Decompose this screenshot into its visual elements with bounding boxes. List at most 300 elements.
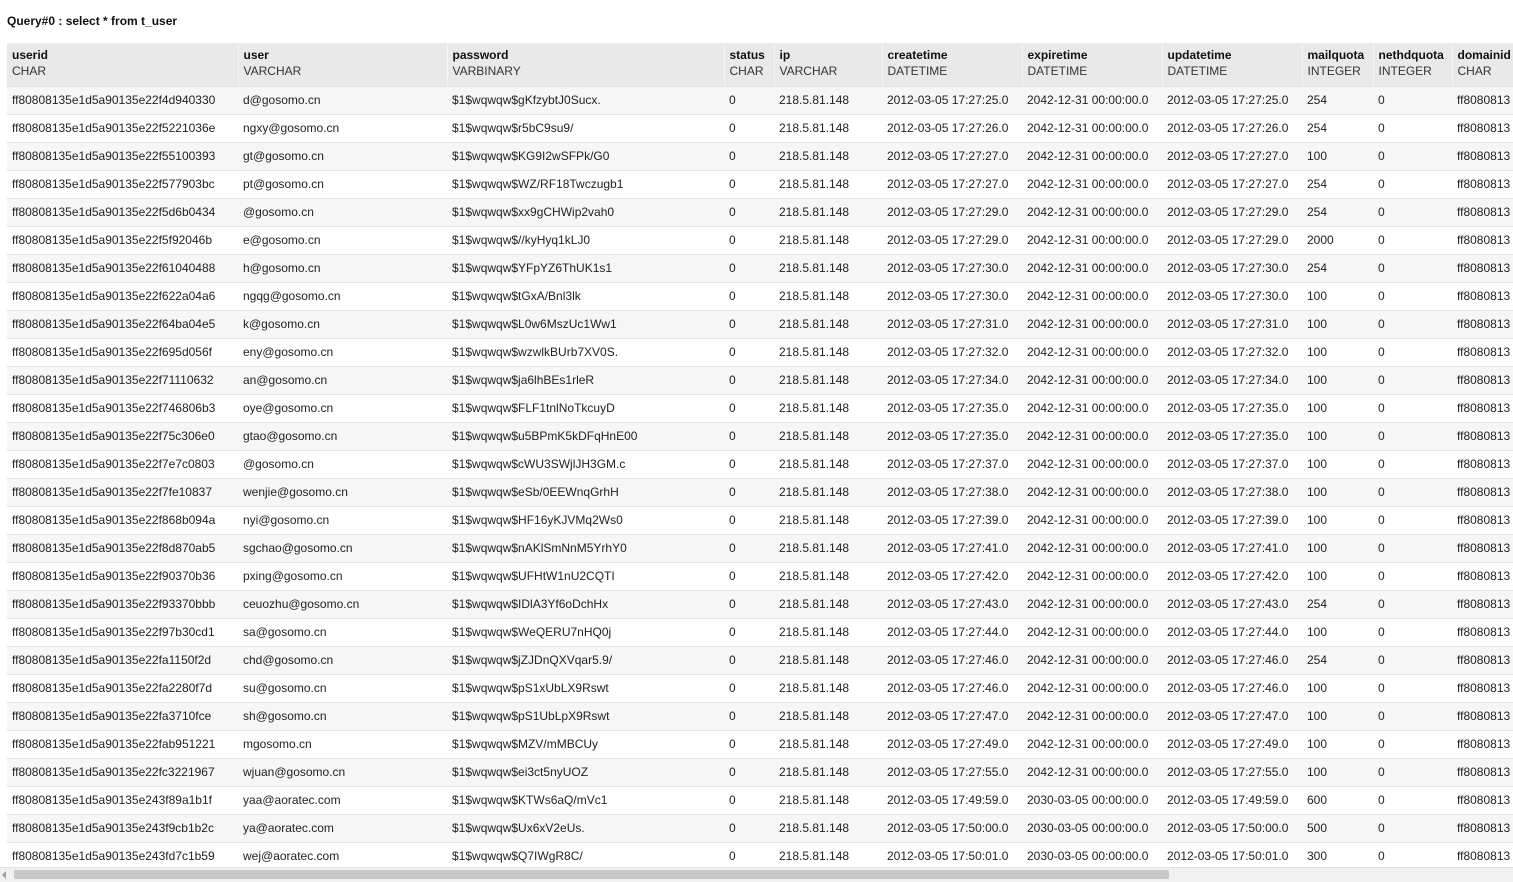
cell-nethdquota[interactable]: 0 (1373, 394, 1452, 422)
cell-password[interactable]: $1$wqwqw$L0w6MszUc1Ww1 (447, 310, 724, 338)
cell-password[interactable]: $1$wqwqw$tGxA/Bnl3lk (447, 282, 724, 310)
cell-status[interactable]: 0 (724, 562, 774, 590)
cell-userid[interactable]: ff80808135e1d5a90135e22f577903bc (7, 170, 238, 198)
cell-createtime[interactable]: 2012-03-05 17:27:26.0 (882, 114, 1022, 142)
cell-updatetime[interactable]: 2012-03-05 17:27:44.0 (1162, 618, 1302, 646)
result-grid[interactable] (7, 43, 1513, 865)
cell-userid[interactable]: ff80808135e1d5a90135e22fc3221967 (7, 758, 238, 786)
cell-expiretime[interactable]: 2042-12-31 00:00:00.0 (1022, 562, 1162, 590)
cell-userid[interactable]: ff80808135e1d5a90135e22f64ba04e5 (7, 310, 238, 338)
cell-mailquota[interactable]: 100 (1302, 618, 1373, 646)
cell-createtime[interactable]: 2012-03-05 17:27:46.0 (882, 674, 1022, 702)
cell-expiretime[interactable]: 2042-12-31 00:00:00.0 (1022, 114, 1162, 142)
cell-user[interactable]: oye@gosomo.cn (238, 394, 447, 422)
cell-domainid[interactable]: ff8080813 (1452, 674, 1513, 702)
cell-expiretime[interactable]: 2030-03-05 00:00:00.0 (1022, 786, 1162, 814)
cell-mailquota[interactable]: 254 (1302, 590, 1373, 618)
cell-createtime[interactable]: 2012-03-05 17:27:41.0 (882, 534, 1022, 562)
cell-createtime[interactable]: 2012-03-05 17:27:25.0 (882, 86, 1022, 114)
cell-createtime[interactable]: 2012-03-05 17:27:32.0 (882, 338, 1022, 366)
cell-mailquota[interactable]: 100 (1302, 338, 1373, 366)
cell-ip[interactable]: 218.5.81.148 (774, 590, 882, 618)
column-header-ip[interactable] (774, 43, 882, 86)
cell-createtime[interactable]: 2012-03-05 17:27:42.0 (882, 562, 1022, 590)
cell-domainid[interactable]: ff8080813 (1452, 338, 1513, 366)
cell-user[interactable]: wjuan@gosomo.cn (238, 758, 447, 786)
cell-nethdquota[interactable]: 0 (1373, 338, 1452, 366)
cell-nethdquota[interactable]: 0 (1373, 646, 1452, 674)
cell-userid[interactable]: ff80808135e1d5a90135e22f97b30cd1 (7, 618, 238, 646)
cell-mailquota[interactable]: 254 (1302, 254, 1373, 282)
cell-password[interactable]: $1$wqwqw$gKfzybtJ0Sucx. (447, 86, 724, 114)
cell-expiretime[interactable]: 2042-12-31 00:00:00.0 (1022, 618, 1162, 646)
cell-domainid[interactable]: ff8080813 (1452, 366, 1513, 394)
cell-domainid[interactable]: ff8080813 (1452, 646, 1513, 674)
cell-domainid[interactable]: ff8080813 (1452, 730, 1513, 758)
cell-domainid[interactable]: ff8080813 (1452, 282, 1513, 310)
cell-nethdquota[interactable]: 0 (1373, 674, 1452, 702)
cell-nethdquota[interactable]: 0 (1373, 422, 1452, 450)
cell-userid[interactable]: ff80808135e1d5a90135e22f8d870ab5 (7, 534, 238, 562)
cell-createtime[interactable]: 2012-03-05 17:27:29.0 (882, 198, 1022, 226)
cell-mailquota[interactable]: 300 (1302, 842, 1373, 865)
cell-nethdquota[interactable]: 0 (1373, 226, 1452, 254)
cell-updatetime[interactable]: 2012-03-05 17:27:39.0 (1162, 506, 1302, 534)
cell-user[interactable]: eny@gosomo.cn (238, 338, 447, 366)
table-row[interactable] (7, 618, 1513, 646)
cell-user[interactable]: mgosomo.cn (238, 730, 447, 758)
cell-password[interactable]: $1$wqwqw$FLF1tnlNoTkcuyD (447, 394, 724, 422)
cell-password[interactable]: $1$wqwqw$IDlA3Yf6oDchHx (447, 590, 724, 618)
cell-status[interactable]: 0 (724, 478, 774, 506)
cell-password[interactable]: $1$wqwqw$KTWs6aQ/mVc1 (447, 786, 724, 814)
cell-expiretime[interactable]: 2042-12-31 00:00:00.0 (1022, 450, 1162, 478)
cell-expiretime[interactable]: 2042-12-31 00:00:00.0 (1022, 170, 1162, 198)
cell-userid[interactable]: ff80808135e1d5a90135e22f4d940330 (7, 86, 238, 114)
cell-nethdquota[interactable]: 0 (1373, 506, 1452, 534)
table-row[interactable] (7, 86, 1513, 114)
cell-nethdquota[interactable]: 0 (1373, 366, 1452, 394)
cell-createtime[interactable]: 2012-03-05 17:27:49.0 (882, 730, 1022, 758)
cell-status[interactable]: 0 (724, 590, 774, 618)
cell-createtime[interactable]: 2012-03-05 17:50:00.0 (882, 814, 1022, 842)
cell-updatetime[interactable]: 2012-03-05 17:27:30.0 (1162, 254, 1302, 282)
cell-password[interactable]: $1$wqwqw$Ux6xV2eUs. (447, 814, 724, 842)
cell-updatetime[interactable]: 2012-03-05 17:50:01.0 (1162, 842, 1302, 865)
table-row[interactable] (7, 450, 1513, 478)
cell-password[interactable]: $1$wqwqw$ei3ct5nyUOZ (447, 758, 724, 786)
cell-createtime[interactable]: 2012-03-05 17:27:30.0 (882, 282, 1022, 310)
cell-updatetime[interactable]: 2012-03-05 17:27:42.0 (1162, 562, 1302, 590)
table-row[interactable] (7, 534, 1513, 562)
cell-user[interactable]: ngxy@gosomo.cn (238, 114, 447, 142)
cell-user[interactable]: d@gosomo.cn (238, 86, 447, 114)
column-header-updatetime[interactable] (1162, 43, 1302, 86)
cell-status[interactable]: 0 (724, 506, 774, 534)
table-row[interactable] (7, 730, 1513, 758)
cell-userid[interactable]: ff80808135e1d5a90135e22f7fe10837 (7, 478, 238, 506)
cell-domainid[interactable]: ff8080813 (1452, 198, 1513, 226)
cell-password[interactable]: $1$wqwqw$wzwlkBUrb7XV0S. (447, 338, 724, 366)
table-row[interactable] (7, 366, 1513, 394)
cell-user[interactable]: h@gosomo.cn (238, 254, 447, 282)
cell-updatetime[interactable]: 2012-03-05 17:50:00.0 (1162, 814, 1302, 842)
cell-mailquota[interactable]: 100 (1302, 506, 1373, 534)
cell-createtime[interactable]: 2012-03-05 17:27:29.0 (882, 226, 1022, 254)
table-row[interactable] (7, 170, 1513, 198)
cell-mailquota[interactable]: 100 (1302, 758, 1373, 786)
cell-expiretime[interactable]: 2042-12-31 00:00:00.0 (1022, 142, 1162, 170)
cell-status[interactable]: 0 (724, 674, 774, 702)
cell-expiretime[interactable]: 2042-12-31 00:00:00.0 (1022, 394, 1162, 422)
cell-expiretime[interactable]: 2042-12-31 00:00:00.0 (1022, 198, 1162, 226)
cell-expiretime[interactable]: 2042-12-31 00:00:00.0 (1022, 254, 1162, 282)
cell-updatetime[interactable]: 2012-03-05 17:49:59.0 (1162, 786, 1302, 814)
cell-updatetime[interactable]: 2012-03-05 17:27:31.0 (1162, 310, 1302, 338)
cell-mailquota[interactable]: 500 (1302, 814, 1373, 842)
cell-userid[interactable]: ff80808135e1d5a90135e243f89a1b1f (7, 786, 238, 814)
cell-nethdquota[interactable]: 0 (1373, 786, 1452, 814)
cell-domainid[interactable]: ff8080813 (1452, 450, 1513, 478)
cell-updatetime[interactable]: 2012-03-05 17:27:41.0 (1162, 534, 1302, 562)
cell-expiretime[interactable]: 2042-12-31 00:00:00.0 (1022, 422, 1162, 450)
table-row[interactable] (7, 702, 1513, 730)
cell-ip[interactable]: 218.5.81.148 (774, 394, 882, 422)
cell-ip[interactable]: 218.5.81.148 (774, 254, 882, 282)
cell-ip[interactable]: 218.5.81.148 (774, 114, 882, 142)
column-header-password[interactable] (447, 43, 724, 86)
table-row[interactable] (7, 142, 1513, 170)
cell-password[interactable]: $1$wqwqw$Q7IWgR8C/ (447, 842, 724, 865)
cell-status[interactable]: 0 (724, 618, 774, 646)
cell-nethdquota[interactable]: 0 (1373, 534, 1452, 562)
cell-password[interactable]: $1$wqwqw$UFHtW1nU2CQTI (447, 562, 724, 590)
cell-createtime[interactable]: 2012-03-05 17:27:31.0 (882, 310, 1022, 338)
table-row[interactable] (7, 758, 1513, 786)
cell-userid[interactable]: ff80808135e1d5a90135e22fa1150f2d (7, 646, 238, 674)
cell-expiretime[interactable]: 2042-12-31 00:00:00.0 (1022, 310, 1162, 338)
cell-ip[interactable]: 218.5.81.148 (774, 450, 882, 478)
cell-status[interactable]: 0 (724, 702, 774, 730)
cell-mailquota[interactable]: 254 (1302, 114, 1373, 142)
cell-mailquota[interactable]: 100 (1302, 702, 1373, 730)
table-row[interactable] (7, 674, 1513, 702)
cell-expiretime[interactable]: 2042-12-31 00:00:00.0 (1022, 758, 1162, 786)
cell-password[interactable]: $1$wqwqw$u5BPmK5kDFqHnE00 (447, 422, 724, 450)
cell-ip[interactable]: 218.5.81.148 (774, 786, 882, 814)
cell-nethdquota[interactable]: 0 (1373, 814, 1452, 842)
cell-nethdquota[interactable]: 0 (1373, 86, 1452, 114)
cell-userid[interactable]: ff80808135e1d5a90135e243fd7c1b59 (7, 842, 238, 865)
cell-ip[interactable]: 218.5.81.148 (774, 842, 882, 865)
cell-updatetime[interactable]: 2012-03-05 17:27:43.0 (1162, 590, 1302, 618)
cell-user[interactable]: sh@gosomo.cn (238, 702, 447, 730)
cell-status[interactable]: 0 (724, 366, 774, 394)
cell-ip[interactable]: 218.5.81.148 (774, 478, 882, 506)
cell-userid[interactable]: ff80808135e1d5a90135e22f71110632 (7, 366, 238, 394)
cell-createtime[interactable]: 2012-03-05 17:50:01.0 (882, 842, 1022, 865)
column-header-domainid[interactable] (1452, 43, 1513, 86)
cell-domainid[interactable]: ff8080813 (1452, 86, 1513, 114)
cell-createtime[interactable]: 2012-03-05 17:27:46.0 (882, 646, 1022, 674)
cell-mailquota[interactable]: 254 (1302, 86, 1373, 114)
cell-mailquota[interactable]: 100 (1302, 478, 1373, 506)
cell-status[interactable]: 0 (724, 534, 774, 562)
cell-status[interactable]: 0 (724, 786, 774, 814)
cell-updatetime[interactable]: 2012-03-05 17:27:32.0 (1162, 338, 1302, 366)
cell-status[interactable]: 0 (724, 226, 774, 254)
cell-domainid[interactable]: ff8080813 (1452, 310, 1513, 338)
horizontal-scrollbar[interactable] (0, 867, 1513, 882)
cell-domainid[interactable]: ff8080813 (1452, 618, 1513, 646)
cell-createtime[interactable]: 2012-03-05 17:27:55.0 (882, 758, 1022, 786)
cell-user[interactable]: gt@gosomo.cn (238, 142, 447, 170)
cell-password[interactable]: $1$wqwqw$pS1UbLpX9Rswt (447, 702, 724, 730)
cell-ip[interactable]: 218.5.81.148 (774, 310, 882, 338)
column-header-expiretime[interactable] (1022, 43, 1162, 86)
cell-password[interactable]: $1$wqwqw$KG9I2wSFPk/G0 (447, 142, 724, 170)
cell-userid[interactable]: ff80808135e1d5a90135e22f868b094a (7, 506, 238, 534)
cell-updatetime[interactable]: 2012-03-05 17:27:55.0 (1162, 758, 1302, 786)
cell-user[interactable]: sgchao@gosomo.cn (238, 534, 447, 562)
cell-ip[interactable]: 218.5.81.148 (774, 674, 882, 702)
cell-createtime[interactable]: 2012-03-05 17:27:30.0 (882, 254, 1022, 282)
cell-user[interactable]: e@gosomo.cn (238, 226, 447, 254)
table-row[interactable] (7, 254, 1513, 282)
table-row[interactable] (7, 394, 1513, 422)
cell-ip[interactable]: 218.5.81.148 (774, 758, 882, 786)
cell-domainid[interactable]: ff8080813 (1452, 814, 1513, 842)
cell-ip[interactable]: 218.5.81.148 (774, 282, 882, 310)
cell-ip[interactable]: 218.5.81.148 (774, 646, 882, 674)
cell-user[interactable]: sa@gosomo.cn (238, 618, 447, 646)
cell-password[interactable]: $1$wqwqw$YFpYZ6ThUK1s1 (447, 254, 724, 282)
cell-domainid[interactable]: ff8080813 (1452, 394, 1513, 422)
cell-mailquota[interactable]: 254 (1302, 198, 1373, 226)
cell-domainid[interactable]: ff8080813 (1452, 142, 1513, 170)
cell-ip[interactable]: 218.5.81.148 (774, 366, 882, 394)
cell-user[interactable]: ngqg@gosomo.cn (238, 282, 447, 310)
cell-nethdquota[interactable]: 0 (1373, 758, 1452, 786)
cell-user[interactable]: ceuozhu@gosomo.cn (238, 590, 447, 618)
column-header-createtime[interactable] (882, 43, 1022, 86)
table-row[interactable] (7, 590, 1513, 618)
cell-mailquota[interactable]: 100 (1302, 562, 1373, 590)
cell-status[interactable]: 0 (724, 842, 774, 865)
cell-userid[interactable]: ff80808135e1d5a90135e22fa3710fce (7, 702, 238, 730)
cell-expiretime[interactable]: 2042-12-31 00:00:00.0 (1022, 338, 1162, 366)
cell-status[interactable]: 0 (724, 758, 774, 786)
cell-updatetime[interactable]: 2012-03-05 17:27:29.0 (1162, 198, 1302, 226)
cell-user[interactable]: yaa@aoratec.com (238, 786, 447, 814)
cell-nethdquota[interactable]: 0 (1373, 114, 1452, 142)
cell-expiretime[interactable]: 2042-12-31 00:00:00.0 (1022, 478, 1162, 506)
cell-createtime[interactable]: 2012-03-05 17:27:38.0 (882, 478, 1022, 506)
cell-password[interactable]: $1$wqwqw$WZ/RF18Twczugb1 (447, 170, 724, 198)
cell-user[interactable]: an@gosomo.cn (238, 366, 447, 394)
table-row[interactable] (7, 814, 1513, 842)
cell-expiretime[interactable]: 2042-12-31 00:00:00.0 (1022, 506, 1162, 534)
cell-mailquota[interactable]: 2000 (1302, 226, 1373, 254)
cell-nethdquota[interactable]: 0 (1373, 170, 1452, 198)
cell-updatetime[interactable]: 2012-03-05 17:27:27.0 (1162, 142, 1302, 170)
cell-nethdquota[interactable]: 0 (1373, 142, 1452, 170)
cell-status[interactable]: 0 (724, 814, 774, 842)
cell-user[interactable]: wenjie@gosomo.cn (238, 478, 447, 506)
column-header-userid[interactable] (7, 43, 238, 86)
cell-user[interactable]: wej@aoratec.com (238, 842, 447, 865)
cell-expiretime[interactable]: 2030-03-05 00:00:00.0 (1022, 814, 1162, 842)
cell-createtime[interactable]: 2012-03-05 17:27:27.0 (882, 142, 1022, 170)
scroll-left-arrow-icon[interactable] (2, 871, 6, 879)
cell-user[interactable]: gtao@gosomo.cn (238, 422, 447, 450)
cell-ip[interactable]: 218.5.81.148 (774, 506, 882, 534)
cell-password[interactable]: $1$wqwqw$xx9gCHWip2vah0 (447, 198, 724, 226)
cell-userid[interactable]: ff80808135e1d5a90135e22f746806b3 (7, 394, 238, 422)
cell-expiretime[interactable]: 2042-12-31 00:00:00.0 (1022, 674, 1162, 702)
cell-password[interactable]: $1$wqwqw$WeQERU7nHQ0j (447, 618, 724, 646)
cell-expiretime[interactable]: 2042-12-31 00:00:00.0 (1022, 590, 1162, 618)
cell-ip[interactable]: 218.5.81.148 (774, 562, 882, 590)
cell-password[interactable]: $1$wqwqw$r5bC9su9/ (447, 114, 724, 142)
cell-status[interactable]: 0 (724, 422, 774, 450)
cell-createtime[interactable]: 2012-03-05 17:27:39.0 (882, 506, 1022, 534)
cell-updatetime[interactable]: 2012-03-05 17:27:47.0 (1162, 702, 1302, 730)
cell-ip[interactable]: 218.5.81.148 (774, 814, 882, 842)
cell-ip[interactable]: 218.5.81.148 (774, 170, 882, 198)
cell-userid[interactable]: ff80808135e1d5a90135e22f75c306e0 (7, 422, 238, 450)
cell-userid[interactable]: ff80808135e1d5a90135e22f55100393 (7, 142, 238, 170)
cell-status[interactable]: 0 (724, 170, 774, 198)
cell-password[interactable]: $1$wqwqw$eSb/0EEWnqGrhH (447, 478, 724, 506)
cell-domainid[interactable]: ff8080813 (1452, 590, 1513, 618)
cell-userid[interactable]: ff80808135e1d5a90135e22f622a04a6 (7, 282, 238, 310)
cell-updatetime[interactable]: 2012-03-05 17:27:35.0 (1162, 422, 1302, 450)
cell-domainid[interactable]: ff8080813 (1452, 562, 1513, 590)
cell-domainid[interactable]: ff8080813 (1452, 254, 1513, 282)
cell-updatetime[interactable]: 2012-03-05 17:27:29.0 (1162, 226, 1302, 254)
cell-ip[interactable]: 218.5.81.148 (774, 338, 882, 366)
cell-expiretime[interactable]: 2042-12-31 00:00:00.0 (1022, 730, 1162, 758)
cell-domainid[interactable]: ff8080813 (1452, 170, 1513, 198)
cell-expiretime[interactable]: 2042-12-31 00:00:00.0 (1022, 226, 1162, 254)
cell-status[interactable]: 0 (724, 282, 774, 310)
cell-status[interactable]: 0 (724, 254, 774, 282)
cell-mailquota[interactable]: 100 (1302, 142, 1373, 170)
cell-nethdquota[interactable]: 0 (1373, 198, 1452, 226)
cell-updatetime[interactable]: 2012-03-05 17:27:27.0 (1162, 170, 1302, 198)
table-row[interactable] (7, 226, 1513, 254)
cell-mailquota[interactable]: 100 (1302, 450, 1373, 478)
cell-updatetime[interactable]: 2012-03-05 17:27:37.0 (1162, 450, 1302, 478)
table-row[interactable] (7, 562, 1513, 590)
cell-expiretime[interactable]: 2042-12-31 00:00:00.0 (1022, 534, 1162, 562)
cell-createtime[interactable]: 2012-03-05 17:27:35.0 (882, 394, 1022, 422)
cell-mailquota[interactable]: 100 (1302, 394, 1373, 422)
cell-password[interactable]: $1$wqwqw$HF16yKJVMq2Ws0 (447, 506, 724, 534)
cell-domainid[interactable]: ff8080813 (1452, 422, 1513, 450)
cell-expiretime[interactable]: 2030-03-05 00:00:00.0 (1022, 842, 1162, 865)
cell-nethdquota[interactable]: 0 (1373, 254, 1452, 282)
cell-domainid[interactable]: ff8080813 (1452, 114, 1513, 142)
cell-user[interactable]: nyi@gosomo.cn (238, 506, 447, 534)
cell-createtime[interactable]: 2012-03-05 17:27:27.0 (882, 170, 1022, 198)
cell-mailquota[interactable]: 100 (1302, 730, 1373, 758)
cell-userid[interactable]: ff80808135e1d5a90135e22f5d6b0434 (7, 198, 238, 226)
cell-password[interactable]: $1$wqwqw$cWU3SWjlJH3GM.c (447, 450, 724, 478)
cell-ip[interactable]: 218.5.81.148 (774, 618, 882, 646)
cell-mailquota[interactable]: 100 (1302, 282, 1373, 310)
cell-nethdquota[interactable]: 0 (1373, 310, 1452, 338)
cell-domainid[interactable]: ff8080813 (1452, 842, 1513, 865)
cell-mailquota[interactable]: 100 (1302, 422, 1373, 450)
cell-nethdquota[interactable]: 0 (1373, 618, 1452, 646)
cell-ip[interactable]: 218.5.81.148 (774, 534, 882, 562)
cell-ip[interactable]: 218.5.81.148 (774, 86, 882, 114)
cell-user[interactable]: ya@aoratec.com (238, 814, 447, 842)
cell-user[interactable]: chd@gosomo.cn (238, 646, 447, 674)
cell-domainid[interactable]: ff8080813 (1452, 478, 1513, 506)
cell-userid[interactable]: ff80808135e1d5a90135e22f695d056f (7, 338, 238, 366)
cell-expiretime[interactable]: 2042-12-31 00:00:00.0 (1022, 646, 1162, 674)
table-row[interactable] (7, 422, 1513, 450)
cell-domainid[interactable]: ff8080813 (1452, 534, 1513, 562)
cell-createtime[interactable]: 2012-03-05 17:27:35.0 (882, 422, 1022, 450)
table-row[interactable] (7, 282, 1513, 310)
cell-domainid[interactable]: ff8080813 (1452, 786, 1513, 814)
cell-password[interactable]: $1$wqwqw$pS1xUbLX9Rswt (447, 674, 724, 702)
cell-user[interactable]: @gosomo.cn (238, 450, 447, 478)
cell-mailquota[interactable]: 100 (1302, 366, 1373, 394)
cell-status[interactable]: 0 (724, 114, 774, 142)
cell-updatetime[interactable]: 2012-03-05 17:27:46.0 (1162, 674, 1302, 702)
column-header-status[interactable] (724, 43, 774, 86)
cell-ip[interactable]: 218.5.81.148 (774, 226, 882, 254)
cell-updatetime[interactable]: 2012-03-05 17:27:30.0 (1162, 282, 1302, 310)
cell-status[interactable]: 0 (724, 86, 774, 114)
table-row[interactable] (7, 338, 1513, 366)
cell-userid[interactable]: ff80808135e1d5a90135e22f93370bbb (7, 590, 238, 618)
cell-createtime[interactable]: 2012-03-05 17:27:37.0 (882, 450, 1022, 478)
cell-domainid[interactable]: ff8080813 (1452, 506, 1513, 534)
cell-password[interactable]: $1$wqwqw$ja6lhBEs1rleR (447, 366, 724, 394)
cell-updatetime[interactable]: 2012-03-05 17:27:46.0 (1162, 646, 1302, 674)
cell-createtime[interactable]: 2012-03-05 17:49:59.0 (882, 786, 1022, 814)
cell-nethdquota[interactable]: 0 (1373, 450, 1452, 478)
column-header-nethdquota[interactable] (1373, 43, 1452, 86)
cell-createtime[interactable]: 2012-03-05 17:27:34.0 (882, 366, 1022, 394)
cell-domainid[interactable]: ff8080813 (1452, 758, 1513, 786)
cell-status[interactable]: 0 (724, 394, 774, 422)
cell-updatetime[interactable]: 2012-03-05 17:27:38.0 (1162, 478, 1302, 506)
cell-userid[interactable]: ff80808135e1d5a90135e22f5221036e (7, 114, 238, 142)
cell-userid[interactable]: ff80808135e1d5a90135e22fa2280f7d (7, 674, 238, 702)
cell-status[interactable]: 0 (724, 198, 774, 226)
cell-password[interactable]: $1$wqwqw$//kyHyq1kLJ0 (447, 226, 724, 254)
cell-password[interactable]: $1$wqwqw$jZJDnQXVqar5.9/ (447, 646, 724, 674)
cell-nethdquota[interactable]: 0 (1373, 702, 1452, 730)
table-row[interactable] (7, 842, 1513, 865)
cell-userid[interactable]: ff80808135e1d5a90135e22f61040488 (7, 254, 238, 282)
cell-createtime[interactable]: 2012-03-05 17:27:43.0 (882, 590, 1022, 618)
table-row[interactable] (7, 114, 1513, 142)
cell-updatetime[interactable]: 2012-03-05 17:27:35.0 (1162, 394, 1302, 422)
cell-updatetime[interactable]: 2012-03-05 17:27:34.0 (1162, 366, 1302, 394)
cell-updatetime[interactable]: 2012-03-05 17:27:49.0 (1162, 730, 1302, 758)
cell-updatetime[interactable]: 2012-03-05 17:27:25.0 (1162, 86, 1302, 114)
cell-createtime[interactable]: 2012-03-05 17:27:44.0 (882, 618, 1022, 646)
cell-mailquota[interactable]: 100 (1302, 310, 1373, 338)
